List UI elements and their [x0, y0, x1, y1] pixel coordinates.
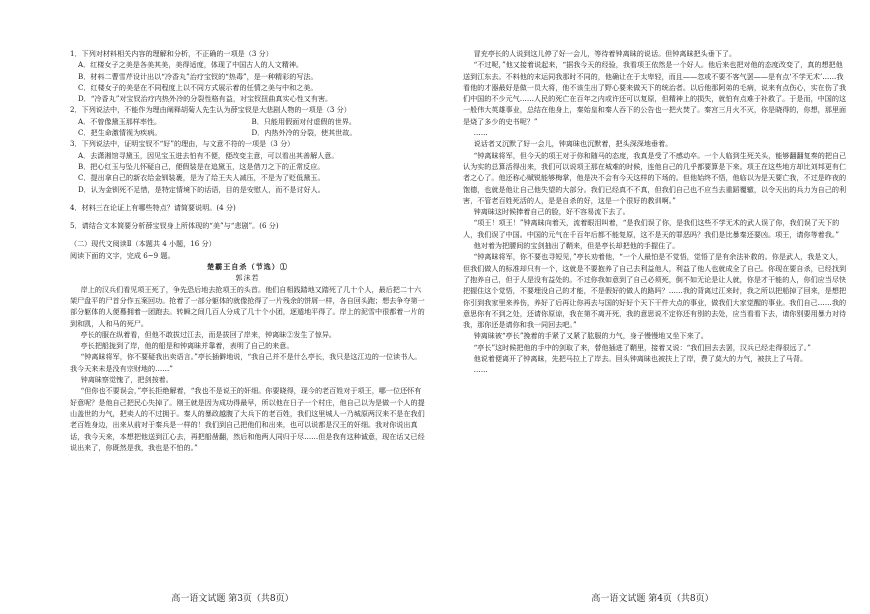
right-content [463, 48, 848, 376]
article-paragraph: 亭长把船拢到了岸，他的船是和钟离昧并靠着，表明了自己的来意。 [80, 341, 294, 351]
q2-option-c: C．把生命激情视为疾病。 [78, 128, 162, 138]
q5: 5．请结合文本简要分析薛宝钗身上所体现的“美”与“悲剧”。(6 分) [70, 221, 279, 231]
spacer [70, 195, 425, 202]
article-paragraph: 亭长的服在纵着看，但他不敢拔过江去，而是拔回了岸来，钟离昧②发生了惊异。 [80, 329, 337, 339]
article-paragraph: 岸上的汉兵们看见项王死了，争先恐后地去抢项王的头首。他们自相践踏地又踏死了几十个人，最后把二十六架尸盘平的尸首分作五案回功。抢着了一部分躯体的就像抢得了一片残余的饼屑一样，各自回头跑；想去争夺第一部分躯体的人便蓦拥着一团跑去。转瞬之间几百人分成了几十个小团，逐遁地平得了。岸上的泥雪中很都着一片的到和凯，人和马的死尸。 [70, 284, 425, 328]
story-paragraph: “亭长”这时候把他的手中的剑取了来，替他插进了鞘里，接着又说：“我们回去去罢，汉兵已经走得很远了。” [473, 342, 811, 352]
story-paragraph: …… [473, 365, 488, 375]
q4: 4．材料三在论证上有哪些特点？请简要说明。(4 分) [70, 202, 236, 212]
article-title: 楚霸王自杀（节选）① [207, 262, 288, 272]
article-paragraph: 钟离昧察觉愧了，把剑按着。 [80, 375, 173, 385]
spacer [70, 213, 425, 220]
q3-stem: 3．下列说法中，证明宝钗不“好”的理由，与文意不符的一项是（3 分） [70, 139, 295, 149]
story-paragraph: 钟离昧被“亭长”挽着的手紧了又紧了肱服的力气，身子慢慢地又坐下来了。 [473, 331, 708, 341]
q1-option-b: B．材料二曹雪芹设计出以“冷香丸”治疗宝钗的“热毒”，是一种精彩的写法。 [78, 71, 318, 81]
reading-instruction: 阅读下面的文字，完成 6~9 题。 [70, 250, 175, 260]
left-content [70, 48, 425, 453]
q1-option-a: A．红楼女子之美是各美其美，美得适度，体现了中国古人的人文精神。 [78, 60, 304, 70]
q2-option-d: D．内热外冷的分裂，使其世故。 [251, 128, 357, 138]
page-footer-left: 高一语文试题 第3页（共8页） [171, 594, 294, 604]
q1-option-d: D．“冷香丸”对宝钗治疗内热外冷的分裂性格有益，对宝钗扭曲真实心性又有害。 [78, 94, 333, 104]
right-page [435, 0, 870, 614]
q1-option-c: C．红楼女子的美是在不同程度上以不同方式展示着的任情之美与中和之美。 [78, 82, 318, 92]
story-paragraph: 他对着为把腰间的宝剑抽出了鞘来，但是亭长却把他的手握住了。 [473, 241, 680, 251]
article-paragraph: “钟离昧将军，你不要疑我出卖语言。”亭长插僻地说，“我自己并不是什么亭长，我只是这江边的一位读书人。我今天来未是没有宗财地的……” [70, 352, 422, 373]
article-paragraph: “但你也不要误会，”亭长拒绝解着，“我也不是说王的奸细。你要晓得，现今的老百姓对于项王，哪一位还怀有好意呢？是他自己把民心失掉了。刚王就是因为成功得最早，所以他在日子一个村庄，他自己以为是做一个人的提山盖世的力气，把卖人的不过拥于。秦人的暴政越腹了大兵下的老百姓，我们这里城人一乃城原两汉来不是在我们老百姓身边，出来从前对于秦兵是一样的！我们到自己把他们和出来，也可以说都是汉王的奸细。我对你说出真话，我今天来，本想把他送到江心去，再把船凿翻，然后和他两人同归于尽……但是我有这种诚意，现在话又已经说出来了，你既然是我，我也是不怕的。” [70, 386, 425, 452]
story-paragraph: 冒充亭长的人说到这儿停了好一会儿，等待着钟离昧的说话。但钟离昧把头垂下了。 [473, 49, 737, 58]
page-footer-right: 高一语文试题 第4页（共8页） [591, 594, 714, 604]
spacer [70, 231, 425, 238]
story-paragraph: 钟离昧这时候捧着自己的脸，好不容易流下去了。 [473, 207, 630, 217]
q2-options-row-2 [70, 127, 425, 138]
story-paragraph: “钟离昧将军，你不要也寻短见，”亭长劝着他，“一个人最怕是不觉悟，觉悟了是有余法补救的。你是武人，我是文人，但我们做人的标准却只有一个，这就是不要抱养了自己去利益他人，利益了他人也就成全了自己。你现在要自杀，已经找到了抱养自己，但于人是没有益处的。不过你我如意到了自己必须死，倒不如无论是让人就，你是才干能的人，你们应当尽快把握住这个觉悟，不要埋没自己的才能，不是假好的做人的路吗？……我的背离过江来时，我之所以把船掉了回来，是想把你引到我家里来养伤，养好了后再让你再去与国的好好个天下干件大点的事业，做我们大家觉醒的事业。我们自己……我的意思你有不到之处，还请你原谅，我在第不离开死，我的意思说不定你还有别的去处，应当看看下去，请你别要用暴力对待我，那你还是请你和我一同回去吧。” [463, 252, 847, 330]
section-heading: （二）现代文阅读Ⅱ（本题共 4 小题，16 分） [70, 239, 216, 249]
q3-option-a: A．去潇湘馆寻黛玉，因见宝玉进去怕有不便，便改变主意，可以看出其善解人意。 [78, 150, 339, 160]
q2-option-a: A．不曾像黛玉那样率性。 [78, 116, 162, 126]
q3-option-c: C．提出拿自己的新衣给金钏装裹，是为了给王夫人减压，不是为了贬低黛玉。 [78, 173, 325, 183]
story-paragraph: “项王！项王！”钟离昧向着天，流着眼泪叫着，“是我们误了你，是我们这些不学无术的武人误了你，我们误了天下的人，我们误了中国。中国的元气在千百年后都不能复原，这不是天的罪恶吗？我们是比暴秦还要凶。项王，请你等着我。” [463, 218, 840, 239]
story-paragraph: 说话者又沉默了好一会儿，钟离昧也沉默着，把头深深地垂着。 [473, 139, 673, 149]
article-author: 郭沫若 [235, 273, 260, 283]
story-paragraph: 他说着便离开了钟离昧，先把马拉上了岸去。回头钟离昧也被扶上了岸，费了莫大的力气，被扶上了马背。 [473, 354, 808, 364]
q3-option-d: D．认为金钏死不足惜，是特定情境下的话语，目的是安慰人，而不是讨好人。 [78, 184, 325, 194]
q2-option-b: B．只能用假面对付虚假的世界。 [251, 116, 357, 126]
q2-options-row-1 [70, 116, 425, 127]
story-paragraph: …… [473, 128, 488, 138]
q1-stem: 1．下列对材料相关内容的理解和分析，不正确的一项是（3 分） [70, 49, 273, 58]
q2-stem: 2．下列说法中，不能作为理由阐释胡菊人先生认为薛宝钗是大悲剧人物的一项是（3 分） [70, 105, 351, 115]
q3-option-b: B．把心红玉与坠儿怀疑自己，便假装是在追黛玉，这是借刀之下的正常反应。 [78, 161, 325, 171]
story-paragraph: “不过呢，”他又接着说起来，“据我今天的经验，我看项王依然是一个好人。他后来也把对他的态度改变了，真的想把他送到江东去。不料他的末运同我那时不同的，他确让在于太卑轻，而且——忽或不要不客气罢——是有点‘不学无术’……我看他的才器最好是做一员大将，他不该生出了野心要来做天下的统治者。以后他那阿弟的毛病，说来有点伤心，实在伤了我们中国的不少元气……人民的死亡在百年之内或许还可以复原，但精神上的损失，就怕有点难于补救了。于是而，中国的这一般伟大英雄事业，总结在他身上，秦始皇和秦人吞下的公告也一把火焚了。秦宫三月火不灭，你是晓得的，你想，那里面是烧了多少的史书呢？” [463, 60, 847, 126]
story-paragraph: “钟离昧将军，但今天的项王对于你和随马的态度，我真是受了不感动卒。一个人临到生死关头，能够翻翻复奏的把自己认为实的总算活得出来，我们可以说项王那在城难的时候，连他自己的几乎都要算是下来。项王在这些地方却比刘邦更有仁者之心了。他还称心赋锐能够梅掌，他是决不会有今天这样的下场的。但他始终不悟，他临以为是天要亡我，不过是昨夜的饱德，也就是他让自己他失望的大部分。我们已经真不不真，但我们自己也不应当去重蹈覆辙，以令天出的兵力为自己的利害，不管老百姓死活的人，是是自杀的好，这是一个很好的教训啊。” [463, 150, 847, 205]
